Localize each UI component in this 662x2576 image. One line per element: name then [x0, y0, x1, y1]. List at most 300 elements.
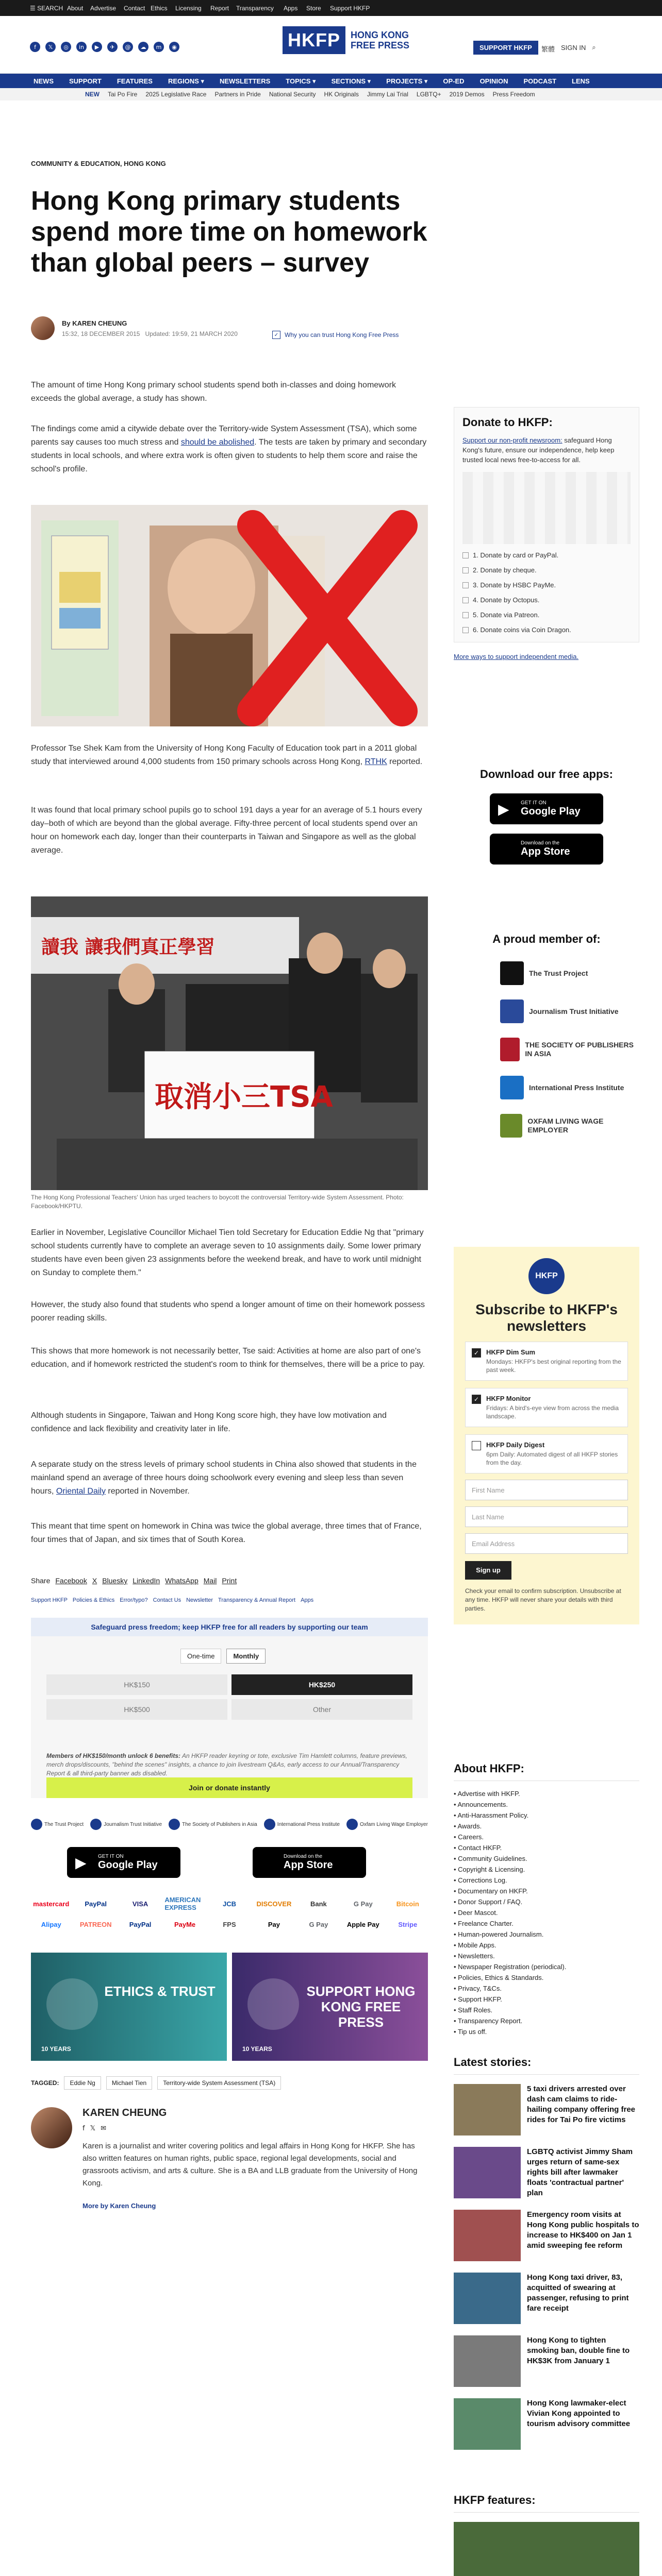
nav-item[interactable]: OP-ED	[443, 77, 465, 85]
trust-link-label: Why you can trust Hong Kong Free Press	[285, 331, 399, 338]
boy-with-x-illustration	[31, 505, 428, 726]
trending-item[interactable]: Tai Po Fire	[108, 91, 138, 98]
donation-amounts	[46, 1674, 412, 1720]
payment-logo: Apple Pay	[346, 1920, 379, 1928]
partner-logo[interactable]	[169, 1819, 257, 1830]
story-title: LGBTQ activist Jimmy Sham urges return of same-sex rights bill after lawmaker floats 'contractual partner' plan	[527, 2147, 633, 2197]
story-title: Emergency room visits at Hong Kong public hospitals to increase to HK$400 on Jan 1 amid sweeping fee reform	[527, 2210, 639, 2250]
donate-option[interactable]	[462, 611, 631, 619]
oriental-daily-link[interactable]: Oriental Daily	[56, 1487, 106, 1496]
member-logo-icon	[500, 999, 524, 1023]
support-link[interactable]: Policies & Ethics	[72, 1597, 115, 1603]
promo-title-2: SUPPORT HONG KONG FREE PRESS	[306, 1984, 416, 2030]
payment-logo: AMERICAN EXPRESS	[164, 1896, 201, 1911]
google-play-big: Google Play	[98, 1859, 158, 1871]
p3-text-a: Professor Tse Shek Kam from the University of Hong Kong Faculty of Education took part in a 2011 global study that interviewed around 4,000 students from 150 primary schools across Hong Kong,	[31, 744, 417, 766]
newsletter-option-title: HKFP Daily Digest	[486, 1441, 545, 1449]
donate-option[interactable]	[462, 626, 631, 634]
p9-text-b: reported in November.	[105, 1487, 190, 1496]
linkedin-icon[interactable]: in	[76, 42, 87, 52]
topbar-support[interactable]: Support HKFP	[330, 5, 370, 12]
nav-item[interactable]: PODCAST	[523, 77, 557, 85]
topbar-contact[interactable]: Contact	[124, 5, 145, 12]
header-links	[541, 44, 596, 54]
trending-item[interactable]: 2019 Demos	[449, 91, 485, 98]
search-label: SEARCH	[37, 5, 63, 12]
paragraph-7: This shows that more homework is not necessarily better, Tse said: Activities at home are also part of one's education, and if homework restricted the student's room to think for themselves, there will be a price to pay.	[31, 1347, 425, 1369]
donation-frequency	[180, 1649, 266, 1664]
p2-text-a: The findings come amid a citywide debate over the Territory-wide System Assessment (TSA), which some parents say causes too much stress and	[31, 425, 417, 447]
latest-story[interactable]	[454, 2147, 639, 2198]
youtube-icon[interactable]: ▶	[92, 42, 102, 52]
story-title: Hong Kong lawmaker-elect Vivian Kong appointed to tourism advisory committee	[527, 2399, 631, 2428]
payment-logo: JCB	[222, 1900, 236, 1908]
member-benefits-bold: Members of HK$150/month unlock 6 benefits:	[46, 1752, 181, 1759]
member-item[interactable]	[500, 1114, 639, 1138]
share-link[interactable]: WhatsApp	[165, 1577, 198, 1585]
logo-line-2: FREE PRESS	[351, 40, 410, 50]
partner-logo[interactable]	[346, 1819, 428, 1830]
about-link[interactable]: • Copyright & Licensing.	[454, 1864, 639, 1875]
amount-option-selected[interactable]: HK$250	[231, 1674, 412, 1695]
newsletter-note: Check your email to confirm subscription. Unsubscribe at any time. HKFP will never share your details with third parties.	[465, 1587, 621, 1612]
about-title: About HKFP:	[454, 1762, 639, 1781]
partner-logos-row	[31, 1819, 428, 1830]
about-link[interactable]: • Awards.	[454, 1821, 639, 1832]
protest-sign-text: 取消小三TSA	[155, 1080, 333, 1114]
bluesky-icon[interactable]: ☁	[138, 42, 148, 52]
more-by-author-link[interactable]: More by Karen Cheung	[82, 2202, 156, 2210]
first-name-field[interactable]: First Name	[465, 1480, 628, 1500]
author-box-name[interactable]: KAREN CHEUNG	[82, 2107, 167, 2119]
member-benefits-note	[46, 1752, 412, 1778]
topbar-licensing[interactable]: Licensing	[175, 5, 202, 12]
topbar-about[interactable]: About	[67, 5, 84, 12]
member-item[interactable]	[500, 1038, 639, 1061]
new-label: NEW	[85, 91, 100, 98]
payment-logo: Bitcoin	[396, 1900, 419, 1908]
search-icon[interactable]: ⌕	[592, 44, 596, 52]
newsletter-option[interactable]	[465, 1388, 628, 1427]
features-title: HKFP features:	[454, 2494, 639, 2513]
topbar-report[interactable]: Report	[210, 5, 229, 12]
donate-intro	[462, 435, 631, 465]
story-thumbnail	[454, 2273, 521, 2324]
sign-in-link[interactable]: SIGN IN	[561, 44, 586, 52]
partner-logo[interactable]	[264, 1819, 340, 1830]
latest-story[interactable]	[454, 2335, 639, 2387]
newsletter-title: Subscribe to HKFP's newsletters	[475, 1301, 618, 1334]
google-play-icon: ▶	[498, 801, 509, 818]
newsletter-option-text	[486, 1441, 621, 1467]
paragraph-6: However, the study also found that students who spend a longer amount of time on their homework possess poorer reading skills.	[31, 1300, 425, 1323]
partner-logo-label: Oxfam Living Wage Employer	[360, 1821, 428, 1827]
social-icons	[30, 42, 179, 52]
topbar-transparency[interactable]: Transparency	[236, 5, 274, 12]
trending-item[interactable]: Jimmy Lai Trial	[367, 91, 408, 98]
donate-option-label: 4. Donate by Octopus.	[473, 596, 540, 604]
byline	[31, 316, 238, 340]
sidebar-apple-small: Download on the	[521, 840, 560, 846]
partner-logo-label: Journalism Trust Initiative	[104, 1821, 162, 1827]
byline-text	[62, 319, 238, 337]
topbar-store[interactable]: Store	[306, 5, 321, 12]
payment-logo: Pay	[268, 1920, 280, 1928]
about-link[interactable]: • Privacy, T&Cs.	[454, 1983, 639, 1994]
share-link[interactable]: Mail	[203, 1577, 217, 1585]
member-item[interactable]	[500, 1076, 639, 1099]
about-link[interactable]: • Corrections Log.	[454, 1875, 639, 1886]
sidebar-apple-big: App Store	[521, 846, 570, 857]
payment-logo: PATREON	[79, 1920, 112, 1928]
trending-item[interactable]: National Security	[269, 91, 316, 98]
author-avatar[interactable]	[31, 316, 55, 340]
radio-icon	[462, 582, 469, 588]
donate-option[interactable]	[462, 596, 631, 604]
radio-icon	[462, 567, 469, 573]
nav-item[interactable]: FEATURES	[117, 77, 153, 85]
paragraph-8: Although students in Singapore, Taiwan and Hong Kong score high, they have low motivation and confidence and lack flexibility and creativity later in life.	[31, 1411, 387, 1433]
latest-stories	[454, 2084, 639, 2450]
newsletter-option[interactable]	[465, 1434, 628, 1473]
share-row	[31, 1577, 237, 1585]
logo-mark: HKFP	[283, 26, 345, 54]
nav-item[interactable]: REGIONS ▾	[168, 77, 205, 85]
trending-item[interactable]: HK Originals	[324, 91, 359, 98]
paragraph-5: Earlier in November, Legislative Councillor Michael Tien told Secretary for Education Eddie Ng that "primary school students currently have to complete an average seven to 10 assignments daily. Some lower primary students have even been given 23 assignments before the weekend break, and have to work until midnight on Sunday to complete them."	[31, 1228, 424, 1277]
tags-row	[31, 2076, 281, 2090]
google-play-button[interactable]	[67, 1847, 180, 1878]
donate-intro-text: safeguard Hong Kong's future, ensure our independence, help keep trusted local news free-to-access for all.	[462, 436, 615, 464]
story-thumbnail	[454, 2084, 521, 2136]
nav-item[interactable]: PROJECTS ▾	[386, 77, 428, 85]
member-logo-icon	[500, 1038, 520, 1061]
instagram-icon[interactable]: ◎	[61, 42, 71, 52]
main-nav	[0, 74, 662, 88]
mail-icon[interactable]: ✉	[101, 2125, 106, 2132]
sidebar-about	[454, 1762, 639, 2037]
partner-logo-icon	[31, 1819, 42, 1830]
nav-item[interactable]: OPINION	[479, 77, 508, 85]
member-title: A proud member of:	[492, 933, 601, 945]
story-title: 5 taxi drivers arrested over dash cam claims to ride-hailing company offering free rides for Tai Po fire victims	[527, 2084, 636, 2124]
newsletter-option-text	[486, 1348, 621, 1374]
latest-title: Latest stories:	[454, 2056, 639, 2075]
rthk-link[interactable]: RTHK	[365, 757, 387, 766]
share-link[interactable]: Print	[222, 1577, 237, 1585]
rss-icon[interactable]: ◉	[169, 42, 179, 52]
donate-image	[462, 472, 631, 544]
play-icon	[247, 1978, 299, 2030]
radio-icon	[462, 612, 469, 618]
tagged-label: TAGGED:	[31, 2079, 59, 2087]
trust-link[interactable]	[272, 331, 399, 339]
latest-story[interactable]	[454, 2210, 639, 2261]
article-image-2	[31, 896, 428, 1190]
byline-prefix: By	[62, 319, 71, 327]
main-nav-items	[34, 77, 590, 86]
nav-item[interactable]: SUPPORT	[69, 77, 102, 85]
logo-wordmark	[351, 30, 409, 50]
member-item[interactable]	[500, 999, 639, 1023]
about-link[interactable]: • Donor Support / FAQ.	[454, 1896, 639, 1907]
payment-methods	[31, 1896, 428, 1932]
partner-logo-icon	[169, 1819, 180, 1830]
sidebar-google-big: Google Play	[521, 806, 581, 817]
x-icon[interactable]: 𝕏	[45, 42, 56, 52]
paragraph-2	[31, 422, 428, 476]
payment-logo: VISA	[132, 1900, 148, 1908]
trending-item[interactable]: LGBTQ+	[416, 91, 441, 98]
promo-banners	[31, 1953, 428, 2061]
feature-stories	[454, 2522, 639, 2576]
abolished-link[interactable]: should be abolished	[180, 438, 255, 447]
facebook-icon[interactable]: f	[82, 2125, 85, 2132]
sidebar-app-store-button[interactable]	[490, 834, 603, 865]
share-link[interactable]: X	[92, 1577, 97, 1585]
payment-logo: Stripe	[398, 1920, 418, 1928]
about-link[interactable]: • Policies, Ethics & Standards.	[454, 1972, 639, 1983]
paragraph-10: This meant that time spent on homework in China was twice the global average, three times that of France, four times that of Japan, and six times that of South Korea.	[31, 1522, 422, 1544]
newsletter-option[interactable]	[465, 1342, 628, 1381]
share-label: Share	[31, 1577, 51, 1585]
partner-logo-icon	[264, 1819, 275, 1830]
protest-banner-text: 讀我 讓我們真正學習	[41, 937, 215, 958]
member-logo-icon	[500, 1114, 522, 1138]
sidebar-latest	[454, 2056, 639, 2461]
trending-item[interactable]: 2025 Legislative Race	[145, 91, 207, 98]
support-link[interactable]: Support HKFP	[31, 1597, 68, 1603]
member-name: International Press Institute	[529, 1083, 624, 1092]
member-list	[500, 961, 639, 1138]
donate-option[interactable]	[462, 551, 631, 559]
apps-title: Download our free apps:	[480, 768, 613, 781]
donate-option[interactable]	[462, 566, 631, 574]
last-name-field[interactable]: Last Name	[465, 1506, 628, 1527]
article-app-buttons	[67, 1847, 366, 1878]
partner-logo-label: International Press Institute	[277, 1821, 340, 1827]
payment-logo: PayPal	[85, 1900, 107, 1908]
partner-logo[interactable]	[90, 1819, 162, 1830]
amount-option[interactable]: HK$500	[46, 1699, 227, 1720]
telegram-icon[interactable]: ✈	[107, 42, 118, 52]
topbar-apps[interactable]: Apps	[284, 5, 298, 12]
checkbox-checked[interactable]: ✓	[472, 1395, 481, 1404]
support-link[interactable]: Transparency & Annual Report	[218, 1597, 296, 1603]
partner-logo[interactable]	[31, 1819, 84, 1830]
payment-logo: PayMe	[174, 1920, 196, 1928]
member-name: THE SOCIETY OF PUBLISHERS IN ASIA	[525, 1041, 634, 1058]
support-link[interactable]: Contact Us	[153, 1597, 181, 1603]
app-store-big: App Store	[284, 1859, 333, 1871]
trending-item[interactable]: Press Freedom	[492, 91, 535, 98]
paragraph-9	[31, 1458, 428, 1498]
donate-option-label: 1. Donate by card or PayPal.	[473, 551, 559, 559]
app-store-small: Download on the	[284, 1854, 323, 1859]
latest-story[interactable]	[454, 2273, 639, 2324]
about-link[interactable]: • Advertise with HKFP.	[454, 1788, 639, 1799]
about-links	[454, 1788, 639, 2037]
p9-text-a: A separate study on the stress levels of primary school students in China also showed that students in the mainland spend an average of three hours doing schoolwork every evening and sleep less than seven hours,	[31, 1460, 417, 1496]
paragraph-4: It was found that local primary school pupils go to school 191 days a year for an average of 5.1 hours every day–both of which are beyond than the global average. Fifty-three percent of local students spend over an hour on homework each day, longer than their counterparts in Taiwan and Singapore as well as the global average.	[31, 806, 422, 855]
sidebar-apps	[454, 768, 639, 865]
story-thumbnail	[454, 2147, 521, 2198]
payment-logo: G Pay	[309, 1920, 328, 1928]
sign-up-button[interactable]: Sign up	[465, 1561, 511, 1580]
newsletter-option-desc: Fridays: A bird's-eye view from across the media landscape.	[486, 1404, 619, 1420]
member-benefits-text: An HKFP reader keyring or tote, exclusive Tim Hamlett columns, feature previews, merch drops/discounts, "behind the scenes" insights, a chance to join livestream Q&As, early access to our Annual/Transparency Report & all third-party banner ads disabled.	[46, 1752, 407, 1777]
search-link[interactable]: ☰ SEARCH	[30, 5, 63, 12]
sidebar-newsletter	[454, 1247, 639, 1624]
member-name: The Trust Project	[529, 969, 588, 977]
nav-item[interactable]: SECTIONS ▾	[331, 77, 371, 85]
latest-story[interactable]	[454, 2084, 639, 2136]
trust-icon: ✓	[272, 331, 280, 339]
about-link[interactable]: • Careers.	[454, 1832, 639, 1842]
member-logo-icon	[500, 1076, 524, 1099]
donate-options	[462, 551, 631, 634]
about-link[interactable]: • Support HKFP.	[454, 1994, 639, 2005]
payment-logo: Alipay	[41, 1920, 61, 1928]
partner-logo-label: The Trust Project	[44, 1821, 84, 1827]
member-item[interactable]	[500, 961, 639, 985]
newsletter-option-desc: 6pm Daily: Automated digest of all HKFP stories from the day.	[486, 1451, 618, 1466]
app-store-button[interactable]	[253, 1847, 366, 1878]
article-category[interactable]: COMMUNITY & EDUCATION, HONG KONG	[31, 160, 166, 167]
story-title: Hong Kong to tighten smoking ban, double fine to HK$3K from January 1	[527, 2336, 630, 2365]
about-link[interactable]: • Transparency Report.	[454, 2015, 639, 2026]
nav-item[interactable]: NEWSLETTERS	[220, 77, 271, 85]
about-link[interactable]: • Documentary on HKFP.	[454, 1886, 639, 1896]
support-link[interactable]: Newsletter	[186, 1597, 213, 1603]
sidebar-google-small: GET IT ON	[521, 800, 547, 806]
member-name: OXFAM LIVING WAGE EMPLOYER	[527, 1117, 604, 1134]
threads-icon[interactable]: @	[123, 42, 133, 52]
payment-logo: mastercard	[33, 1900, 70, 1908]
sidebar-google-play-button[interactable]	[490, 793, 603, 824]
partner-logo-icon	[90, 1819, 102, 1830]
about-link[interactable]: • Contact HKFP.	[454, 1842, 639, 1853]
tag-link[interactable]: Territory-wide System Assessment (TSA)	[157, 2076, 281, 2090]
radio-icon	[462, 597, 469, 603]
about-link[interactable]: • Staff Roles.	[454, 2005, 639, 2015]
sidebar-members	[454, 933, 639, 1152]
published-date: 15:32, 18 DECEMBER 2015	[62, 330, 140, 337]
member-logo-icon	[500, 961, 524, 985]
x-icon[interactable]: 𝕏	[90, 2125, 96, 2132]
story-title: Hong Kong taxi driver, 83, acquitted of swearing at passenger, refusing to print fare receipt	[527, 2273, 629, 2313]
facebook-icon[interactable]: f	[30, 42, 40, 52]
payment-logo: G Pay	[353, 1900, 373, 1908]
updated-date: Updated: 19:59, 21 MARCH 2020	[145, 330, 238, 337]
sidebar-donate	[454, 407, 639, 662]
amount-option[interactable]: HK$150	[46, 1674, 227, 1695]
freq-monthly[interactable]: Monthly	[226, 1649, 266, 1664]
article-title: Hong Kong primary students spend more time on homework than global peers – survey	[31, 186, 427, 278]
site-logo[interactable]	[283, 26, 409, 54]
donate-now-button[interactable]: Join or donate instantly	[46, 1777, 412, 1798]
trending-bar	[0, 88, 662, 100]
share-link[interactable]: LinkedIn	[133, 1577, 160, 1585]
top-utility-bar	[0, 0, 662, 16]
promo-title-1: ETHICS & TRUST	[104, 1984, 216, 1999]
checkbox-checked[interactable]: ✓	[472, 1348, 481, 1358]
mastodon-icon[interactable]: m	[154, 42, 164, 52]
checkbox[interactable]	[472, 1441, 481, 1450]
about-link[interactable]: • Deer Mascot.	[454, 1907, 639, 1918]
newsletter-logo: HKFP	[528, 1258, 565, 1294]
topbar-advertise[interactable]: Advertise	[90, 5, 117, 12]
donate-headline[interactable]: Safeguard press freedom; keep HKFP free for all readers by supporting our team	[31, 1618, 428, 1636]
author-bio: Karen is a journalist and writer covering politics and legal affairs in Hong Kong for HKFP. She has also written features on human rights, public space, regional legal developments, social and grassroots activism, and arts & culture. She is a BA and LLB graduate from the University of Hong Kong.	[82, 2142, 418, 2188]
about-link[interactable]: • Newsletters.	[454, 1951, 639, 1961]
story-thumbnail	[454, 2398, 521, 2450]
share-link[interactable]: Facebook	[55, 1577, 87, 1585]
latest-story[interactable]	[454, 2398, 639, 2450]
language-link[interactable]: 繁體	[541, 45, 555, 53]
ethics-promo-banner[interactable]	[31, 1953, 227, 2061]
google-play-icon: ▶	[75, 1854, 87, 1871]
about-link[interactable]: • Announcements.	[454, 1799, 639, 1810]
nav-item[interactable]: NEWS	[34, 77, 54, 85]
author-link[interactable]: KAREN CHEUNG	[72, 319, 127, 327]
support-link[interactable]: Error/typo?	[120, 1597, 148, 1603]
more-ways-link[interactable]: More ways to support independent media.	[454, 653, 579, 660]
author-social	[82, 2125, 106, 2132]
radio-icon	[462, 627, 469, 633]
support-promo-banner[interactable]	[232, 1953, 428, 2061]
support-link[interactable]: Apps	[301, 1597, 314, 1603]
about-link[interactable]: • Tip us off.	[454, 2026, 639, 2037]
radio-icon	[462, 552, 469, 558]
author-box-avatar[interactable]	[31, 2107, 72, 2148]
donate-option-label: 6. Donate coins via Coin Dragon.	[473, 626, 571, 634]
newsletter-options	[465, 1342, 628, 1473]
about-link[interactable]: • Freelance Charter.	[454, 1918, 639, 1929]
donate-option[interactable]	[462, 581, 631, 589]
trending-item[interactable]: Partners in Pride	[214, 91, 261, 98]
donate-option-label: 2. Donate by cheque.	[473, 566, 537, 574]
logo-line-1: HONG KONG	[351, 30, 409, 40]
support-hkfp-button[interactable]: SUPPORT HKFP	[473, 41, 538, 55]
tag-link[interactable]: Eddie Ng	[64, 2076, 101, 2090]
donate-widget	[31, 1618, 428, 1798]
payment-logo: DISCOVER	[256, 1900, 292, 1908]
donate-lead-link[interactable]: Support our non-profit newsroom:	[462, 436, 562, 444]
support-links-row	[31, 1597, 428, 1603]
amount-option-other[interactable]: Other	[231, 1699, 412, 1720]
donate-option-label: 5. Donate via Patreon.	[473, 611, 540, 619]
payment-logo: PayPal	[129, 1920, 152, 1928]
freq-one-time[interactable]: One-time	[180, 1649, 221, 1664]
about-link[interactable]: • Anti-Harassment Policy.	[454, 1810, 639, 1821]
article-image-1	[31, 505, 428, 726]
email-field[interactable]: Email Address	[465, 1533, 628, 1554]
nav-item[interactable]: LENS	[572, 77, 590, 85]
share-link[interactable]: Bluesky	[102, 1577, 128, 1585]
about-link[interactable]: • Community Guidelines.	[454, 1853, 639, 1864]
nav-item[interactable]: TOPICS ▾	[286, 77, 316, 85]
about-link[interactable]: • Newspaper Registration (periodical).	[454, 1961, 639, 1972]
newsletter-option-title: HKFP Dim Sum	[486, 1348, 536, 1356]
about-link[interactable]: • Mobile Apps.	[454, 1940, 639, 1951]
google-play-small: GET IT ON	[98, 1854, 124, 1859]
topbar-ethics[interactable]: Ethics	[151, 5, 168, 12]
tag-link[interactable]: Michael Tien	[106, 2076, 152, 2090]
feature-story[interactable]	[454, 2522, 639, 2576]
about-link[interactable]: • Human-powered Journalism.	[454, 1929, 639, 1940]
feature-image	[454, 2522, 639, 2576]
